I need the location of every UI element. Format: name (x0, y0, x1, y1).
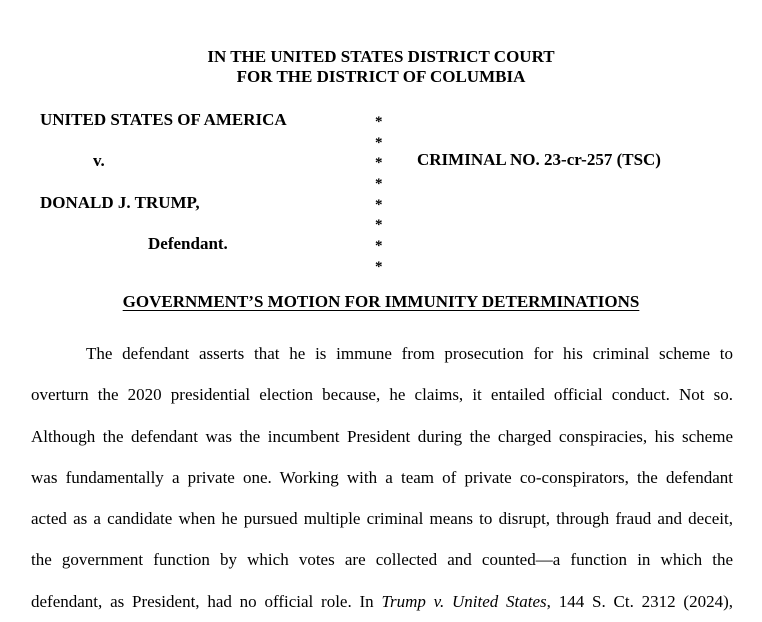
body-line-last (31, 581, 733, 622)
caption-star: * (375, 176, 383, 193)
body-line: was fundamentally a private one. Working with a team of private co-conspirators, the defendant (31, 467, 733, 487)
case-number: CRIMINAL NO. 23-cr-257 (TSC) (417, 150, 661, 169)
caption-star: * (375, 114, 383, 130)
caption-star: * (375, 258, 383, 275)
court-district: FOR THE DISTRICT OF COLUMBIA (236, 67, 526, 86)
caption-star-column (375, 112, 383, 278)
body-line: acted as a candidate when he pursued multiple criminal means to disrupt, through fraud and deceit, (31, 509, 733, 529)
defendant-role: Defendant. (148, 234, 228, 253)
caption-star: * (375, 134, 383, 151)
caption-star: * (375, 155, 383, 172)
body-line: the government function by which votes are collected and counted—a function in which the (31, 550, 733, 570)
versus-label: v. (93, 151, 105, 170)
caption-star: * (375, 196, 383, 213)
court-name: IN THE UNITED STATES DISTRICT COURT (207, 47, 555, 66)
caption-star: * (375, 217, 383, 234)
body-line: overturn the 2020 presidential election because, he claims, it entailed official conduct. Not so. (31, 385, 733, 405)
plaintiff-name: UNITED STATES OF AMERICA (40, 110, 287, 129)
body-line: The defendant asserts that he is immune from prosecution for his criminal scheme to (86, 344, 733, 363)
motion-title-text: GOVERNMENT’S MOTION FOR IMMUNITY DETERMINATIONS (122, 292, 640, 311)
case-citation-italic: Trump v. United States (381, 591, 547, 611)
motion-title (0, 292, 762, 312)
body-text-segment: , 144 S. Ct. 2312 (2024), (546, 591, 733, 611)
court-header (0, 47, 762, 87)
caption-star: * (375, 238, 383, 255)
body-text-segment: defendant, as President, had no official role. In (31, 591, 382, 611)
body-line: Although the defendant was the incumbent President during the charged conspiracies, his scheme (31, 426, 733, 446)
defendant-name: DONALD J. TRUMP, (40, 193, 200, 212)
motion-body (31, 333, 733, 622)
